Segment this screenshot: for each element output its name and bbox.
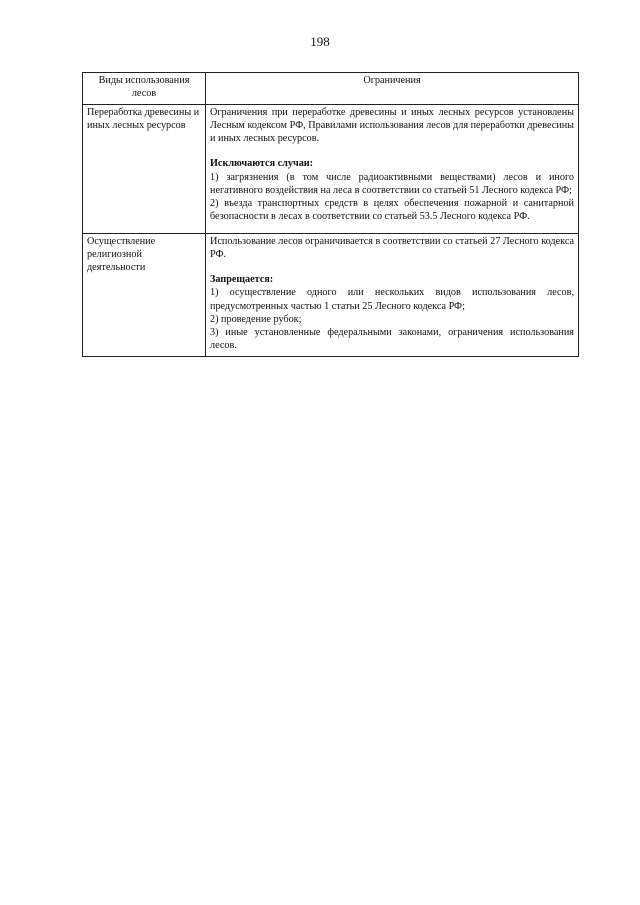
restriction-item: 2) въезда транспортных средств в целях обеспечения пожарной и санитарной безопасности в лесах в соответствии со статьей 53.5 Лесного кодекса РФ. [210,198,574,223]
table-row [83,104,579,233]
header-forest-use-kind: Виды использования лесов [83,73,206,105]
restriction-cell [206,104,579,233]
restriction-intro: Ограничения при переработке древесины и иных лесных ресурсов установлены Лесным кодексом РФ, Правилами использования лесов для переработки древесины и иных лесных ресурсов. [210,106,574,144]
table-header-row [83,73,579,105]
restriction-heading: Исключаются случаи: [210,158,314,170]
restriction-heading: Запрещается: [210,274,274,285]
table-row [83,233,579,356]
page-number: 198 [310,34,330,49]
header-restrictions: Ограничения [206,73,579,105]
restriction-item: 3) иные установленные федеральными законами, ограничения использования лесов. [210,327,574,352]
restriction-item: 1) осуществление одного или нескольких видов использования лесов, предусмотренных частью 1 статьи 25 Лесного кодекса РФ; [210,287,574,312]
restriction-intro: Использование лесов ограничивается в соответствии со статьей 27 Лесного кодекса РФ. [210,235,574,260]
restriction-item: 2) проведение рубок; [210,313,302,325]
restrictions-table [82,72,579,357]
forest-use-kind-cell: Переработка древесины и иных лесных ресурсов [83,104,206,233]
forest-use-kind-cell: Осуществление религиозной деятельности [83,233,206,356]
restriction-item: 1) загрязнения (в том числе радиоактивными веществами) лесов и иного негативного воздействия на леса в соответствии со статьей 51 Лесного кодекса РФ; [210,171,574,196]
restriction-cell [206,233,579,356]
